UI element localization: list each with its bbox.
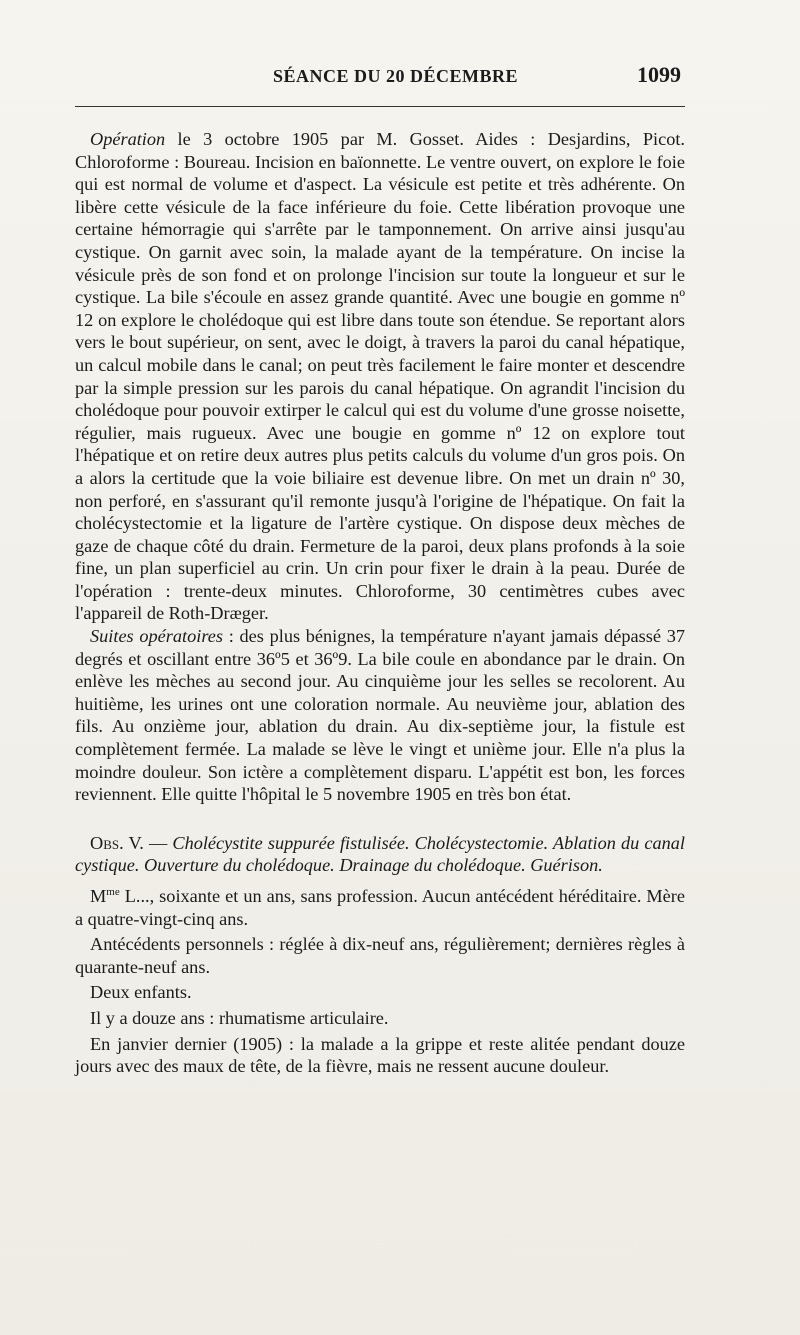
patient-sup: me bbox=[106, 885, 120, 898]
operation-text: le 3 octobre 1905 par M. Gosset. Aides : Desjardins, Picot. Chloroforme : Boureau. Incision en baïonnette. Le ventre ouvert, on explore le foie qui est normal de volume et d'aspect. La vésicule est petite et très adhérente. On libère cette vésicule de la face inférieure du foie. Cette libération provoque une certaine hémorragie qui s'arrête par le tamponnement. On arrive ainsi jusqu'au cystique. On garnit avec soin, la malade ayant de la température. On incise la vésicule près de son fond et on prolonge l'incision sur toute la longueur et sur le cystique. La bile s'écoule en assez grande quantité. Avec une bougie en gomme nº 12 on explore le cholédoque qui est libre dans toute son étendue. Se reportant alors vers le bout supérieur, on sent, avec le doigt, à travers la paroi du canal hépatique, un calcul mobile dans le canal; on peut très facilement le faire monter et descendre par la simple pression sur les parois du canal hépatique. On agrandit l'incision du cholédoque pour pouvoir extirper le calcul qui est du volume d'une grosse noisette, régulier, mais rugueux. Avec une bougie en gomme nº 12 on explore tout l'hépatique et on retire deux autres plus petits calculs du volume d'un gros pois. On a alors la certitude que la voie biliaire est devenue libre. On met un drain nº 30, non perforé, en s'assurant qu'il remonte jusqu'à l'origine de l'hépatique. On fait la cholécystectomie et la ligature de l'artère cystique. On dispose deux mèches de gaze de chaque côté du drain. Fermeture de la paroi, deux plans profonds à la soie fine, un plan superficiel au crin. Un crin pour fixer le drain à la peau. Durée de l'opération : trente-deux minutes. Chloroforme, 30 centimètres cubes avec l'appareil de Roth-Dræger. bbox=[75, 129, 685, 624]
observation-label: Obs. V. — bbox=[90, 832, 168, 853]
operation-paragraph bbox=[75, 128, 685, 625]
patient-paragraph bbox=[75, 885, 685, 930]
antecedents-paragraph: Antécédents personnels : réglée à dix-neuf ans, régulièrement; dernières règles à quarante-neuf ans. bbox=[75, 934, 685, 977]
patient-text: L..., soixante et un ans, sans profession. Aucun antécédent héréditaire. Mère a quatre-vingt-cinq ans. bbox=[75, 886, 685, 929]
page-header bbox=[75, 62, 685, 94]
enfants-paragraph: Deux enfants. bbox=[90, 982, 192, 1003]
janvier-paragraph: En janvier dernier (1905) : la malade a la grippe et reste alitée pendant douze jours avec des maux de tête, de la fièvre, mais ne ressent aucune douleur. bbox=[75, 1033, 685, 1077]
body-text bbox=[75, 128, 685, 1078]
running-title: SÉANCE DU 20 DÉCEMBRE bbox=[273, 66, 519, 86]
page-number: 1099 bbox=[637, 62, 681, 87]
patient-prefix: M bbox=[90, 886, 107, 906]
observation-heading bbox=[75, 832, 685, 877]
observation-title: Cholécystite suppurée fistulisée. Cholécystectomie. Ablation du canal cystique. Ouverture du cholédoque. Drainage du cholédoque. Guérison. bbox=[75, 832, 685, 876]
suites-lead: Suites opératoires bbox=[90, 626, 223, 647]
suites-paragraph bbox=[75, 625, 685, 806]
rhumatisme-paragraph: Il y a douze ans : rhumatisme articulaire. bbox=[90, 1007, 389, 1028]
header-rule bbox=[75, 106, 685, 107]
suites-text: : des plus bénignes, la température n'ayant jamais dépassé 37 degrés et oscillant entre 36º5 et 36º9. La bile coule en abondance par le drain. On enlève les mèches au second jour. Au cinquième jour les selles se recolorent. Au huitième, les urines ont une coloration normale. Au neuvième jour, ablation des fils. Au onzième jour, ablation du drain. Au dix-septième jour, la fistule est complètement fermée. La malade se lève le vingt et unième jour. Elle n'a plus la moindre douleur. Son ictère a complètement disparu. L'appétit est bon, les forces reviennent. Elle quitte l'hôpital le 5 novembre 1905 en très bon état. bbox=[75, 626, 685, 805]
operation-lead: Opération bbox=[90, 129, 166, 149]
